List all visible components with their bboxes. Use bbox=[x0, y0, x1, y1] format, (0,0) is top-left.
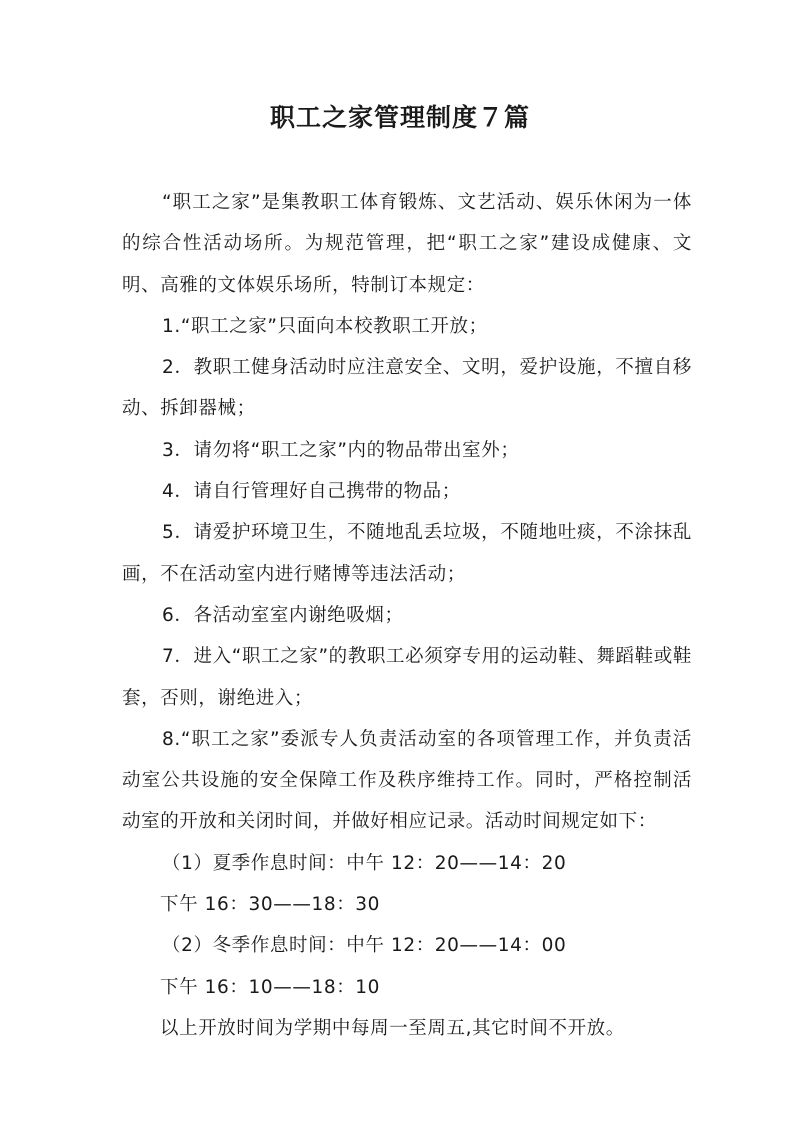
rule-2: 2．教职工健身活动时应注意安全、文明，爱护设施，不擅自移动、拆卸器械； bbox=[122, 357, 692, 420]
winter-schedule-noon: （2）冬季作息时间：中午 12：20——14：00 bbox=[162, 935, 567, 957]
closing-note: 以上开放时间为学期中每周一至周五,其它时间不开放。 bbox=[160, 1017, 625, 1039]
summer-schedule-noon: （1）夏季作息时间：中午 12：20——14：20 bbox=[162, 852, 567, 874]
rule-7: 7．进入“职工之家”的教职工必须穿专用的运动鞋、舞蹈鞋或鞋套，否则，谢绝进入； bbox=[122, 646, 692, 709]
rule-8: 8.“职工之家”委派专人负责活动室的各项管理工作，并负责活动室公共设施的安全保障工作及秩序维持工作。同时，严格控制活动室的开放和关闭时间，并做好相应记录。活动时间规定如下： bbox=[122, 728, 692, 833]
document-body bbox=[122, 182, 692, 1049]
rule-3: 3．请勿将“职工之家”内的物品带出室外； bbox=[162, 439, 520, 461]
rule-1: 1.“职工之家”只面向本校教职工开放； bbox=[162, 315, 488, 337]
rule-5: 5．请爱护环境卫生，不随地乱丢垃圾，不随地吐痰，不涂抹乱画，不在活动室内进行赌博等违法活动； bbox=[122, 522, 692, 585]
document-title: 职工之家管理制度７篇 bbox=[269, 103, 530, 132]
rule-4: 4．请自行管理好自己携带的物品； bbox=[162, 481, 461, 503]
summer-schedule-afternoon: 下午 16：30——18：30 bbox=[160, 894, 381, 916]
intro-paragraph: “职工之家”是集教职工体育锻炼、文艺活动、娱乐休闲为一体的综合性活动场所。为规范管理，把“职工之家”建设成健康、文明、高雅的文体娱乐场所，特制订本规定： bbox=[122, 192, 692, 296]
rule-6: 6．各活动室室内谢绝吸烟； bbox=[162, 604, 404, 626]
winter-schedule-afternoon: 下午 16：10——18：10 bbox=[160, 976, 381, 998]
